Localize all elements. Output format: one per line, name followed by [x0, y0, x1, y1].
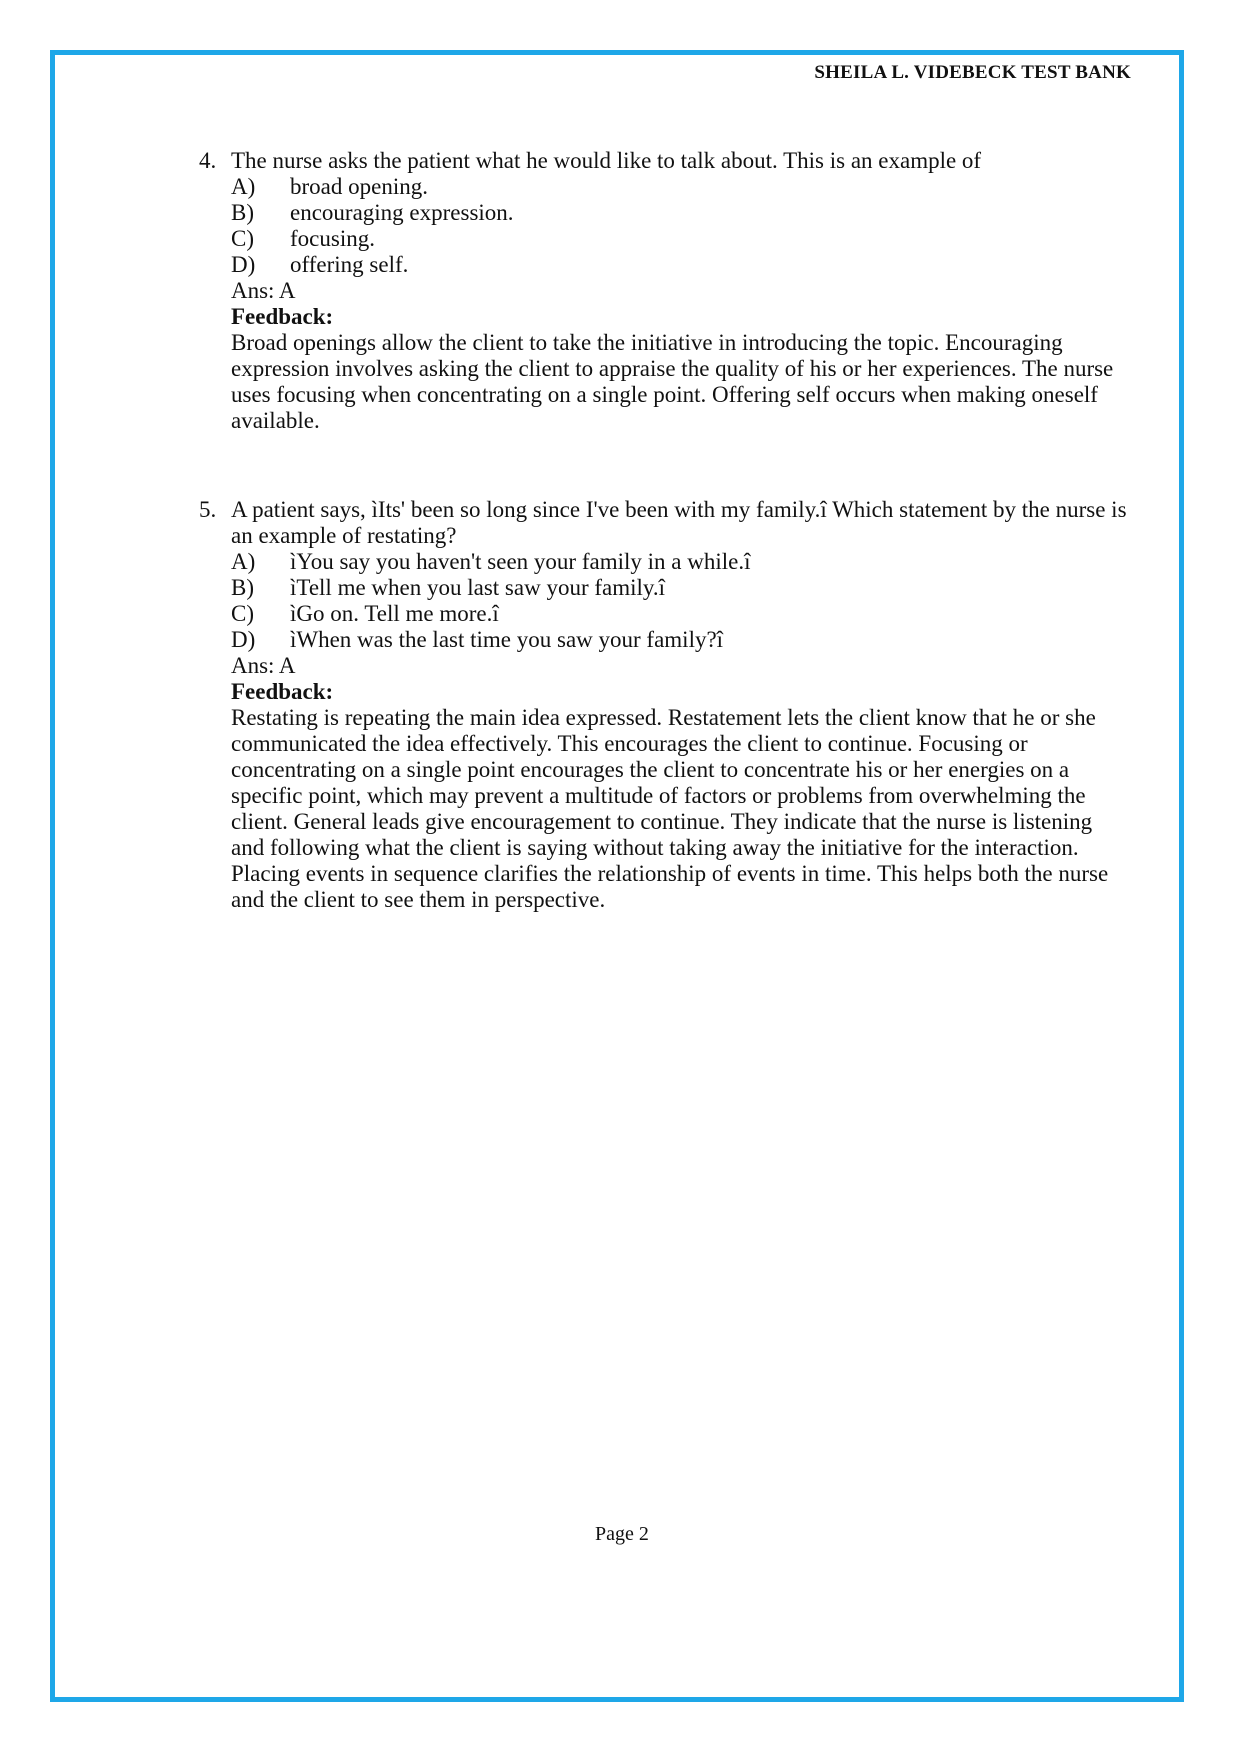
option-letter: C)	[231, 601, 254, 626]
question-number: 4.	[199, 148, 217, 173]
option-a	[231, 174, 1129, 200]
answer-line: Ans: A	[231, 653, 296, 678]
page-number: Page 2	[595, 1523, 649, 1545]
option-c	[231, 226, 1129, 252]
option-text: broad opening.	[290, 174, 428, 199]
option-text: ìGo on. Tell me more.î	[290, 601, 499, 626]
question-4	[199, 148, 1129, 434]
option-d	[231, 627, 1129, 653]
feedback-text: Restating is repeating the main idea expressed. Restatement lets the client know that he or she communicated the idea effectively. This encourages the client to continue. Focusing or concentrating on a single point encourages the client to concentrate his or her energies on a specific point, which may prevent a multitude of factors or problems from overwhelming the client. General leads give encouragement to continue. They indicate that the nurse is listening and following what the client is saying without taking away the initiative for the interaction. Placing events in sequence clarifies the relationship of events in time. This helps both the nurse and the client to see them in perspective.	[231, 705, 1109, 912]
question-stem	[199, 148, 1129, 174]
option-a	[231, 549, 1129, 575]
question-body	[231, 549, 1129, 913]
option-letter: D)	[231, 627, 256, 652]
question-text: The nurse asks the patient what he would like to talk about. This is an example of	[231, 148, 982, 173]
option-d	[231, 252, 1129, 278]
option-letter: B)	[231, 575, 254, 600]
option-text: focusing.	[290, 226, 375, 251]
question-stem	[199, 497, 1129, 549]
feedback-text: Broad openings allow the client to take the initiative in introducing the topic. Encouraging expression involves asking the client to appraise the quality of his or her experiences. The nurse uses focusing when concentrating on a single point. Offering self occurs when making oneself available.	[231, 330, 1114, 433]
option-text: offering self.	[290, 252, 409, 277]
question-body	[231, 174, 1129, 434]
option-c	[231, 601, 1129, 627]
option-text: ìYou say you haven't seen your family in a while.î	[290, 549, 751, 574]
option-letter: A)	[231, 549, 256, 574]
question-5	[199, 497, 1129, 913]
option-letter: D)	[231, 252, 256, 277]
option-letter: A)	[231, 174, 256, 199]
question-number: 5.	[199, 497, 217, 522]
answer-line: Ans: A	[231, 278, 296, 303]
option-text: ìWhen was the last time you saw your family?î	[290, 627, 724, 652]
question-text: A patient says, ìIts' been so long since I've been with my family.î Which statement by the nurse is an example of restating?	[231, 497, 1127, 548]
option-text: ìTell me when you last saw your family.î	[290, 575, 666, 600]
page-header-title: SHEILA L. VIDEBECK TEST BANK	[814, 62, 1131, 83]
option-letter: C)	[231, 226, 254, 251]
option-b	[231, 200, 1129, 226]
option-b	[231, 575, 1129, 601]
feedback-label: Feedback:	[231, 679, 334, 704]
option-letter: B)	[231, 200, 254, 225]
option-text: encouraging expression.	[290, 200, 514, 225]
feedback-label: Feedback:	[231, 304, 334, 329]
